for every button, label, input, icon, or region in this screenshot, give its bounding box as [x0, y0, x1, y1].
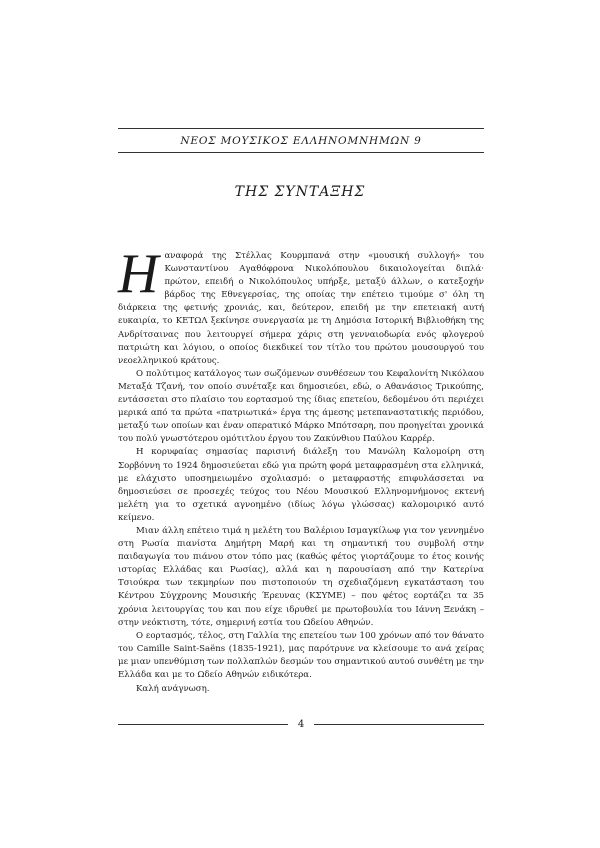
- footer-rule-right: [314, 724, 484, 725]
- paragraph-4: Μιαν άλλη επέτειο τιμά η μελέτη του Βαλέριου Ισμαγκίλωφ για τον γεννημένο στη Ρωσία πιανίστα Δημήτρη Μαρή και τη σημαντική του συμβολή στην παιδαγωγία του πιάνου στον τόπο μας (καθώς φέτος γιορτάζουμε το έτος κοινής ιστορίας Ελλάδας και Ρωσίας), αλλά και η παρουσίαση από την Κατερίνα Τσιούκρα των τεκμηρίων που πιστοποιούν τη σχεδιαζόμενη εγκατάσταση του Κέντρου Σύγχρονης Μουσικής Έρευνας (ΚΣΥΜΕ) – που φέτος εορτάζει τα 35 χρόνια λειτουργίας του και που είχε ιδρυθεί με πρωτοβουλία του Ιάννη Ξενάκη – στην νεόκτιστη, τότε, σημερινή εστία του Ωδείου Αθηνών.: [118, 525, 484, 628]
- footer-rule-left: [118, 724, 288, 725]
- editorial-body: [118, 243, 484, 696]
- paragraph-1-text: αναφορά της Στέλλας Κουρμπανά στην «μουσική συλλογή» του Κωνσταντίνου Αγαθόφρονα Νικολόπουλου δικαιολογείται διπλά· πρώτον, επειδή ο Νικολόπουλος υπήρξε, μεταξύ άλλων, ο κατεξοχήν βάρδος της Εθνεγερσίας, της οποίας την επέτειο τιμούμε σ' όλη τη διάρκεια της φετινής χρονιάς, και, δεύτερον, επειδή με την επετειακή αυτή ευκαιρία, το ΚΕΤΩΛ ξεκίνησε συνεργασία με τη Δημόσια Ιστορική Βιβλιοθήκη της Ανδρίτσαινας που λειτουργεί σήμερα χάρις στη γενναιοδωρία ενός φλογερού πατριώτη και λόγιου, ο οποίος διεκδικεί τον τίτλο του πρώτου μουσουργού του νεοελληνικού κράτους.: [118, 251, 484, 366]
- paragraph-5: Ο εορτασμός, τέλος, στη Γαλλία της επετείου των 100 χρόνων από τον θάνατο του Camille Saint-Saëns (1835-1921), μας παρότρυνε να κλείσουμε το ανά χείρας με μιαν υπενθύμιση των πολλαπλών δεσμών του σημαντικού αυτού συνθέτη με την Ελλάδα και με το Ωδείο Αθηνών ειδικότερα.: [118, 630, 484, 680]
- paragraph-2: Ο πολύτιμος κατάλογος των σωζόμενων συνθέσεων του Κεφαλονίτη Νικόλαου Μεταξά Τζανή, τον οποίο συνέταξε και δημοσιεύει, εδώ, ο Αθανάσιος Τρικούπης, εντάσσεται στο πλαίσιο του εορτασμού της ίδιας επετείου, δεδομένου ότι περιέχει μερικά από τα πρώτα «πατριωτικά» έργα της άμεσης μετεπαναστατικής περιόδου, μεταξύ των οποίων και έναν οπερατικό Μάρκο Μπότσαρη, που προηγείται χρονικά του πολύ γνωστότερου ομότιτλου έργου του Ζακύνθιου Παύλου Καρρέρ.: [118, 368, 484, 445]
- paragraph-1: [118, 243, 484, 368]
- drop-cap: Η: [118, 243, 159, 305]
- closing-line: Καλή ανάγνωση.: [136, 684, 210, 695]
- header-bottom-rule: [118, 152, 484, 153]
- paragraph-3: Η κορυφαίας σημασίας παρισινή διάλεξη του Μανώλη Καλομοίρη στη Σορβόννη το 1924 δημοσιεύεται εδώ για πρώτη φορά μεταφρασμένη στα ελληνικά, με ελάχιστο υποσημειωμένο σχολιασμό: ο μεταφραστής επιφυλάσσεται να δημοσιεύσει σε προσεχές τεύχος του Νέου Μουσικού Ελληνομνήμονος εκτενή μελέτη για το σχετικά αγνοημένο (ιδίως λόγω γλώσσας) καλομοιρικό αυτό κείμενο.: [118, 447, 484, 523]
- page-number: 4: [297, 719, 305, 730]
- page-footer: [118, 719, 484, 730]
- running-header: [118, 128, 484, 153]
- section-title: ΤΗΣ ΣΥΝΤΑΞΗΣ: [234, 184, 366, 200]
- running-title: ΝΕΟΣ ΜΟΥΣΙΚΟΣ ΕΛΛΗΝΟΜΝΗΜΩΝ 9: [180, 135, 422, 147]
